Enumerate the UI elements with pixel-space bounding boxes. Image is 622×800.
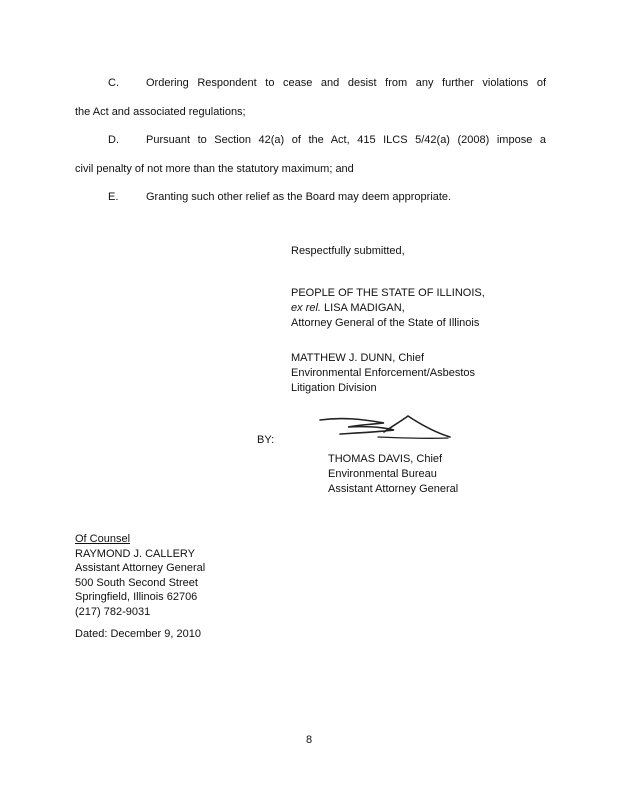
item-c-letter: C. (108, 77, 119, 89)
page-number: 8 (306, 734, 313, 746)
item-c-text-line2: the Act and associated regulations; (75, 106, 246, 118)
division-line1: Environmental Enforcement/Asbestos (291, 367, 476, 379)
counsel-phone: (217) 782-9031 (75, 605, 151, 618)
item-d-letter: D. (108, 134, 119, 146)
division-chief: MATTHEW J. DUNN, Chief (291, 352, 425, 364)
signer-block (328, 452, 458, 497)
signer-bureau: Environmental Bureau (328, 468, 437, 480)
attorney-general-title: Attorney General of the State of Illinois (291, 317, 480, 329)
division-block (291, 351, 475, 396)
signer-name: THOMAS DAVIS, Chief (328, 453, 443, 465)
of-counsel-heading: Of Counsel (75, 533, 131, 545)
ex-rel-line (291, 301, 485, 316)
item-e-text: Granting such other relief as the Board may deem appropriate. (146, 191, 452, 203)
of-counsel-block (75, 532, 205, 619)
handwritten-signature (312, 410, 454, 444)
signer-title: Assistant Attorney General (328, 483, 459, 495)
item-d-text-line2: civil penalty of not more than the statutory maximum; and (75, 163, 354, 175)
by-label: BY: (257, 434, 275, 446)
item-d-text-line1: Pursuant to Section 42(a) of the Act, 415 ILCS 5/42(a) (2008) impose a (146, 134, 546, 146)
division-line2: Litigation Division (291, 382, 377, 394)
counsel-street: 500 South Second Street (75, 576, 198, 589)
item-c-text-line1: Ordering Respondent to cease and desist from any further violations of (146, 77, 546, 89)
attorney-general-name: LISA MADIGAN, (324, 302, 405, 314)
counsel-title: Assistant Attorney General (75, 562, 206, 574)
respectfully-submitted: Respectfully submitted, (291, 245, 405, 257)
ex-rel: ex rel. (291, 302, 321, 314)
item-e-letter: E. (108, 191, 119, 203)
people-of-state: PEOPLE OF THE STATE OF ILLINOIS, (291, 287, 485, 299)
dated-line: Dated: December 9, 2010 (75, 628, 201, 640)
people-block (291, 286, 485, 331)
counsel-city: Springfield, Illinois 62706 (75, 591, 198, 603)
counsel-name: RAYMOND J. CALLERY (75, 547, 196, 560)
closing-block (291, 244, 405, 259)
